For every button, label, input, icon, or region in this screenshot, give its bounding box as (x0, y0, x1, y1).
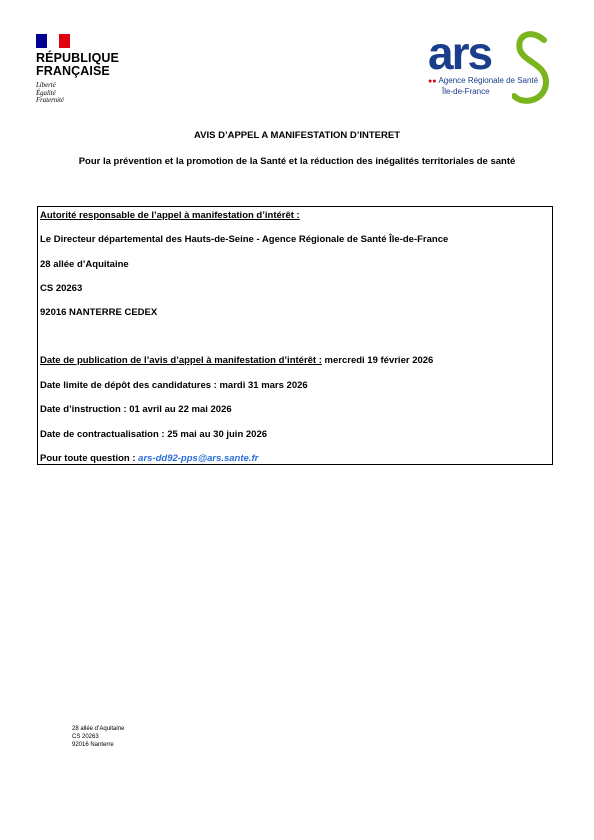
ars-green-s-icon (512, 30, 552, 108)
ars-logo-subtitle (428, 76, 538, 96)
ars-logo (424, 28, 554, 108)
rf-logo-line1: RÉPUBLIQUE (36, 51, 119, 65)
deadline: Date limite de dépôt des candidatures : mardi 31 mars 2026 (40, 380, 308, 391)
footer-line2: CS 20263 (72, 734, 99, 740)
address-line2: CS 20263 (40, 283, 83, 294)
publication-date: mercredi 19 février 2026 (321, 355, 434, 366)
authority-name: Le Directeur départemental des Hauts-de-Seine - Agence Régionale de Santé Île-de-France (40, 234, 449, 245)
document-subtitle: Pour la prévention et la promotion de la Santé et la réduction des inégalités territoriales de santé (78, 156, 516, 167)
instruction-date: Date d’instruction : 01 avril au 22 mai 2026 (40, 404, 232, 415)
publication-row (40, 355, 433, 366)
ars-dots-icon: ●● (428, 78, 437, 85)
ars-logo-word: ars (428, 27, 492, 79)
contract-date: Date de contractualisation : 25 mai au 30 juin 2026 (40, 429, 268, 440)
contact-email-link[interactable]: ars-dd92-pps@ars.sante.fr (138, 453, 259, 464)
footer-line1: 28 allée d’Aquitaine (72, 726, 125, 732)
motto-fraternite: Fraternité (36, 97, 64, 105)
rf-motto (36, 82, 136, 105)
motto-liberte: Liberté (36, 82, 56, 89)
ars-agency-name: Agence Régionale de Santé (438, 76, 539, 85)
ars-region: Île-de-France (442, 86, 490, 96)
authority-heading: Autorité responsable de l’appel à manifestation d’intérêt : (40, 210, 300, 221)
marianne-flag-icon (36, 34, 70, 48)
motto-egalite: Égalité (36, 89, 56, 97)
address-line1: 28 allée d’Aquitaine (40, 259, 129, 270)
rf-logo-line2: FRANÇAISE (36, 64, 110, 78)
question-row (40, 453, 258, 464)
question-label: Pour toute question : (40, 453, 139, 464)
publication-label: Date de publication de l’avis d’appel à manifestation d’intérêt : (40, 355, 322, 366)
footer-address (72, 725, 124, 749)
address-line3: 92016 NANTERRE CEDEX (40, 307, 158, 318)
republique-francaise-logo (36, 34, 136, 105)
footer-line3: 92016 Nanterre (72, 742, 114, 748)
document-title: AVIS D’APPEL A MANIFESTATION D’INTERET (193, 130, 401, 141)
